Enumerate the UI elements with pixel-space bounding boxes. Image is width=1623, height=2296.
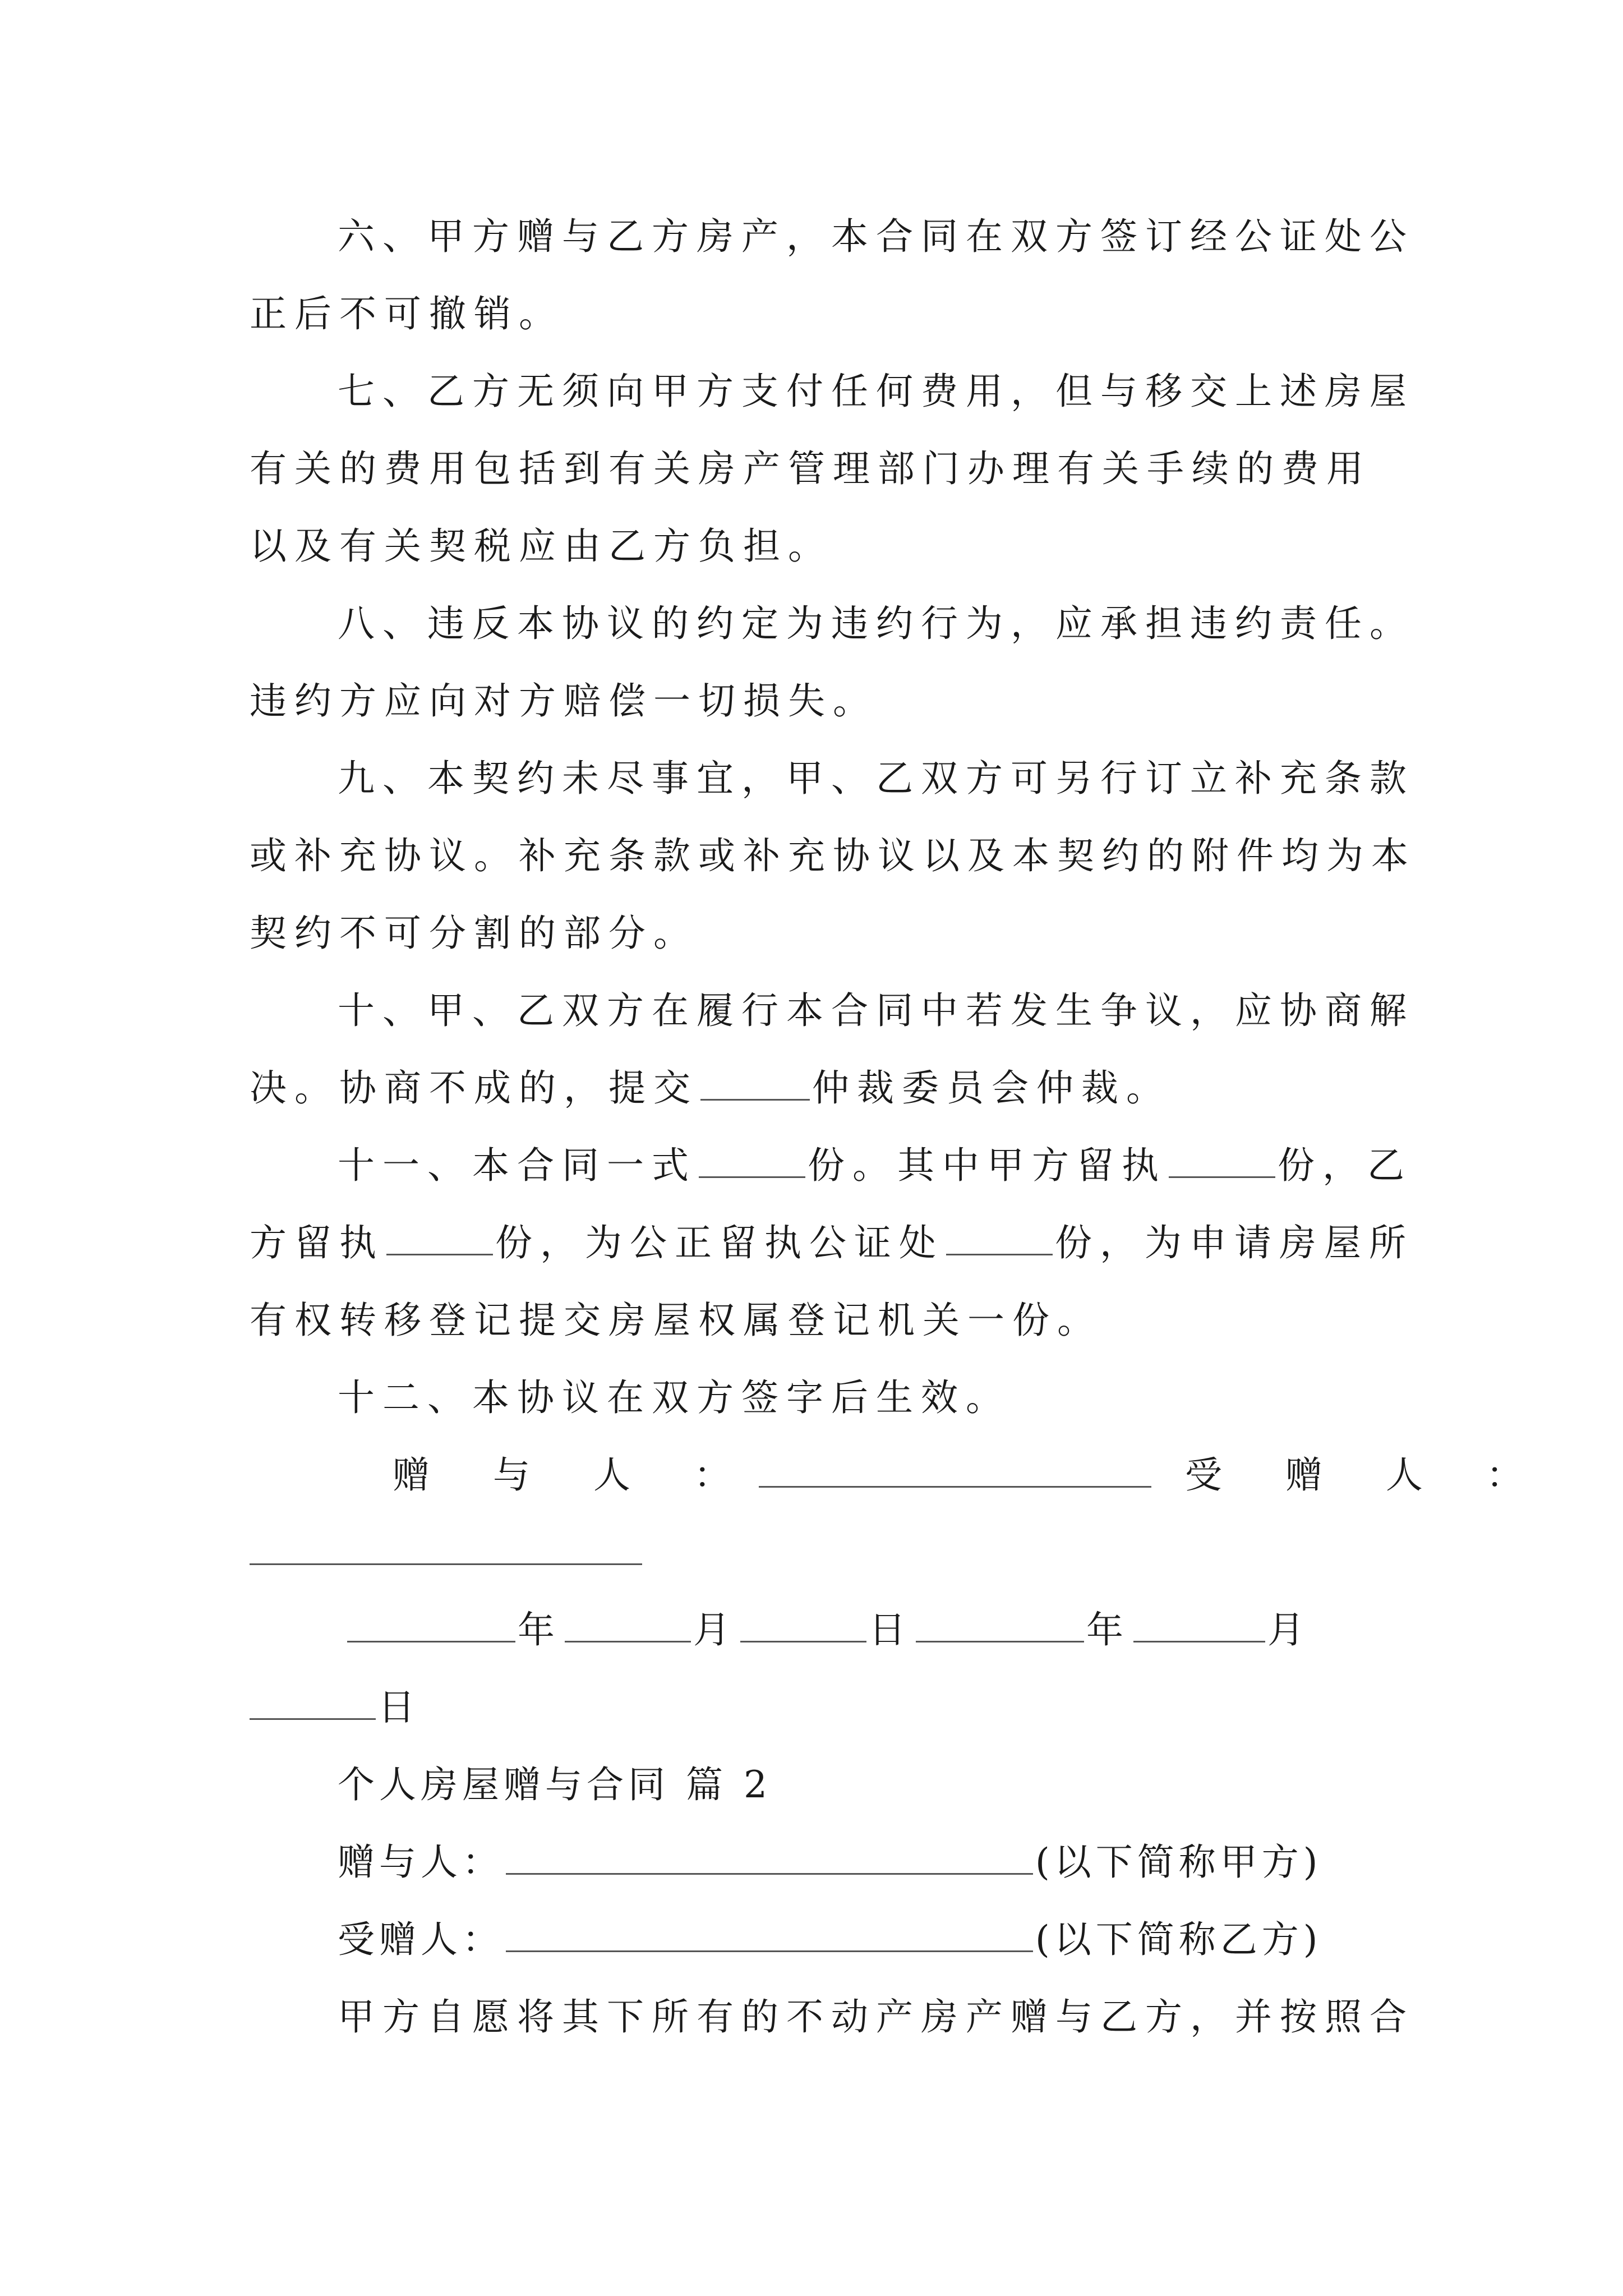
clause-9-line-3: 契约不可分割的部分。 [250, 912, 698, 955]
clause-8-line-1: 八、违反本协议的约定为违约行为，应承担违约责任。 [338, 602, 1414, 645]
clause-7-line-1: 七、乙方无须向甲方支付任何费用，但与移交上述房屋 [338, 370, 1414, 413]
donee-signature-blank [250, 1529, 642, 1565]
arbitration-blank [700, 1064, 810, 1101]
clause-6-line-1: 六、甲方赠与乙方房产，本合同在双方签订经公证处公 [338, 215, 1414, 258]
clause-11-line-3: 有权转移登记提交房屋权属登记机关一份。 [250, 1299, 1102, 1342]
donee-party-line [338, 1912, 1465, 1968]
donee-signature-line [250, 1525, 1377, 1581]
donee-year-label: 年 [1086, 1608, 1131, 1651]
copies-party-b-blank [386, 1219, 493, 1255]
donee-month-blank [1133, 1606, 1265, 1642]
clause-10-line-1: 十、甲、乙双方在履行本合同中若发生争议，应协商解 [338, 989, 1414, 1032]
donor-party-line [338, 1834, 1465, 1890]
donee-year-blank [916, 1606, 1084, 1642]
clause-11-text-1: 十一、本合同一式 [338, 1144, 697, 1187]
clause-7-line-2: 有关的费用包括到有关房产管理部门办理有关手续的费用 [250, 447, 1371, 490]
copies-total-blank [699, 1142, 805, 1178]
clause-11-text-6: 份，为申请房屋所 [1055, 1221, 1414, 1264]
donor-year-label: 年 [518, 1608, 562, 1651]
clause-11-line-2 [250, 1215, 1414, 1271]
donee-month-label: 月 [1267, 1608, 1312, 1651]
donor-year-blank [347, 1606, 515, 1642]
donor-party-suffix: (以下简称甲方) [1035, 1841, 1322, 1884]
clause-8-line-2: 违约方应向对方赔偿一切损失。 [250, 679, 878, 723]
donee-party-label: 受赠人： [338, 1918, 504, 1961]
signature-line [393, 1447, 1549, 1503]
clause-6-line-2: 正后不可撤销。 [250, 292, 564, 335]
clause-9-line-2: 或补充协议。补充条款或补充协议以及本契约的附件均为本 [250, 834, 1416, 877]
clause-11-text-3: 份，乙 [1278, 1144, 1412, 1187]
clause-7-line-3: 以及有关契税应由乙方负担。 [250, 524, 833, 568]
clause-10-text-after: 仲裁委员会仲裁。 [812, 1066, 1171, 1110]
donor-party-blank [506, 1838, 1033, 1875]
clause-9-line-1: 九、本契约未尽事宜，甲、乙双方可另行订立补充条款 [338, 757, 1414, 800]
date-line-2 [250, 1680, 1377, 1736]
clause-11-text-2: 份。其中甲方留执 [808, 1144, 1166, 1187]
donee-day-label: 日 [378, 1686, 423, 1729]
donor-signature-blank [759, 1451, 1151, 1488]
donor-party-label: 赠与人： [338, 1841, 504, 1884]
copies-party-a-blank [1169, 1142, 1275, 1178]
section-2-intro: 甲方自愿将其下所有的不动产房产赠与乙方，并按照合 [338, 1995, 1414, 2039]
donee-party-suffix: (以下简称乙方) [1035, 1918, 1322, 1961]
section-2-title: 个人房屋赠与合同 篇 2 [338, 1763, 772, 1806]
donor-month-blank [565, 1606, 691, 1642]
donee-signature-label: 受 赠 人 ： [1184, 1453, 1549, 1497]
donor-day-label: 日 [869, 1608, 914, 1651]
clause-10-text-before: 决。协商不成的，提交 [250, 1066, 698, 1110]
donee-party-blank [506, 1916, 1033, 1952]
donor-day-blank [740, 1606, 866, 1642]
donor-signature-label: 赠 与 人 ： [393, 1453, 757, 1497]
date-line [345, 1602, 1472, 1658]
clause-11-text-5: 份，为公正留执公证处 [495, 1221, 944, 1264]
clause-12-line: 十二、本协议在双方签字后生效。 [338, 1376, 1011, 1419]
clause-10-line-2 [250, 1060, 1377, 1116]
donor-month-label: 月 [693, 1608, 738, 1651]
copies-notary-blank [946, 1219, 1053, 1255]
clause-11-line-1 [338, 1138, 1465, 1194]
clause-11-text-4: 方留执 [250, 1221, 384, 1264]
donee-day-blank [250, 1683, 376, 1720]
